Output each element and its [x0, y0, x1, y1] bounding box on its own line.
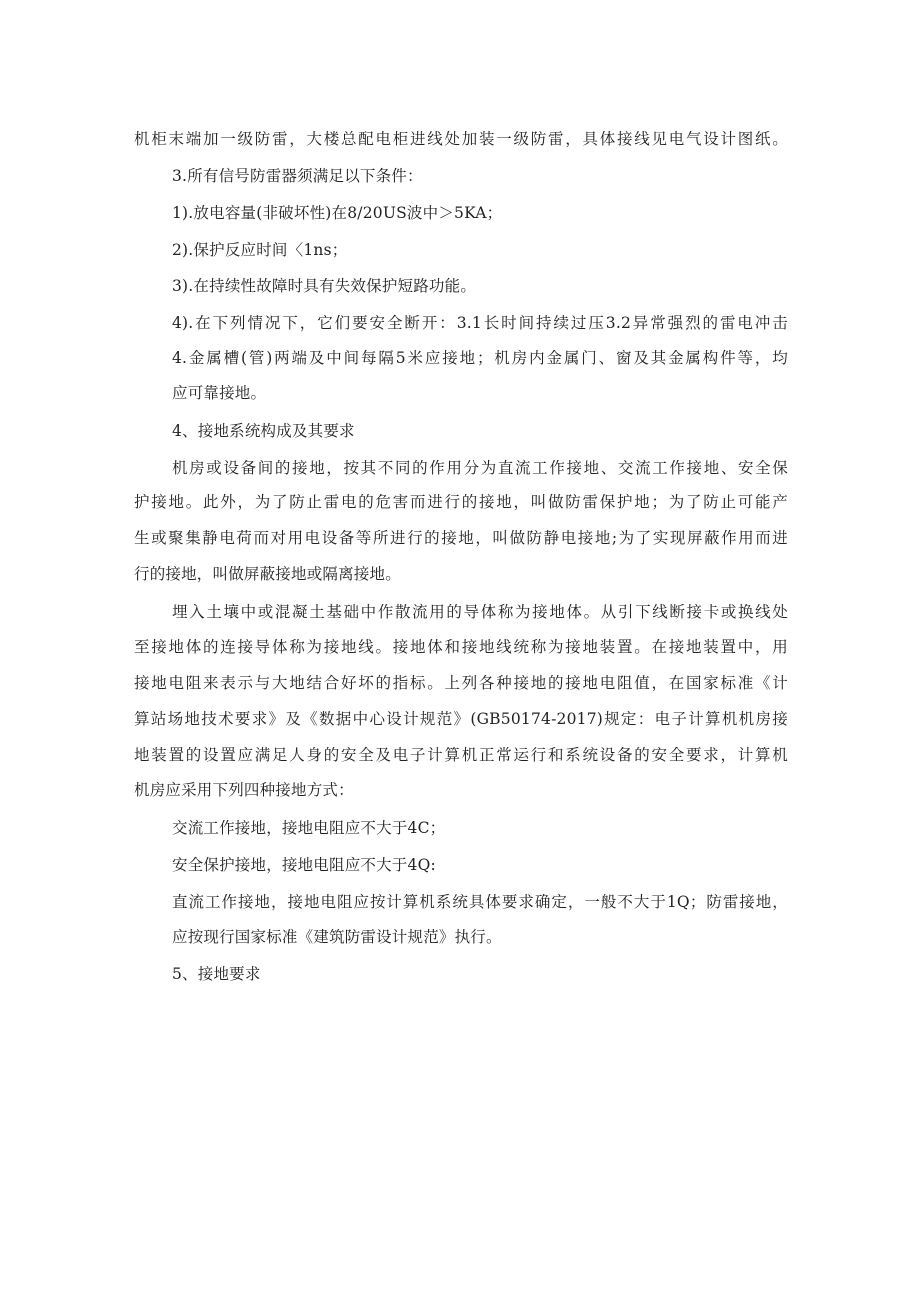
list-item: 3).在持续性故障时具有失效保护短路功能。 [172, 277, 477, 295]
list-heading: 3.所有信号防雷器须满足以下条件： [172, 167, 423, 185]
paragraph-line: 算站场地技术要求》及《数据中心设计规范》(GB50174-2017)规定：电子计算机机房接 [134, 710, 788, 728]
paragraph-line: 机房应采用下列四种接地方式： [134, 781, 354, 799]
paragraph-line: 生或聚集静电荷而对用电设备等所进行的接地，叫做防静电接地;为了实现屏蔽作用而进 [134, 529, 788, 547]
grounding-item: 交流工作接地，接地电阻应不大于4C； [172, 819, 446, 837]
paragraph-line: 护接地。此外，为了防止雷电的危害而进行的接地，叫做防雷保护地；为了防止可能产 [134, 493, 788, 511]
paragraph-line: 至接地体的连接导体称为接地线。接地体和接地线统称为接地装置。在接地装置中，用 [134, 638, 788, 656]
list-item: 2).保护反应时间〈1ns； [172, 241, 348, 259]
paragraph-line: 机房或设备间的接地，按其不同的作用分为直流工作接地、交流工作接地、安全保 [172, 459, 788, 477]
section-heading: 5、接地要求 [172, 965, 261, 983]
list-item: 1).放电容量(非破坏性)在8/20US波中＞5KA； [172, 204, 503, 222]
list-item: 4).在下列情况下，它们要安全断开：3.1长时间持续过压3.2异常强烈的雷电冲击 [172, 314, 788, 332]
paragraph-line: 应可靠接地。 [172, 384, 267, 402]
paragraph-line: 接地电阻来表示与大地结合好坏的指标。上列各种接地的接地电阻值，在国家标准《计 [134, 674, 788, 692]
paragraph-line: 机柜末端加一级防雷，大楼总配电柜进线处加装一级防雷，具体接线见电气设计图纸。 [134, 130, 788, 148]
paragraph-line: 埋入土壤中或混凝土基础中作散流用的导体称为接地体。从引下线断接卡或换线处 [172, 603, 788, 621]
grounding-item: 直流工作接地，接地电阻应按计算机系统具体要求确定，一般不大于1Q；防雷接地， [172, 893, 788, 911]
paragraph-line: 行的接地，叫做屏蔽接地或隔离接地。 [134, 565, 401, 583]
section-heading: 4、接地系统构成及其要求 [172, 422, 355, 440]
paragraph-line: 地装置的设置应满足人身的安全及电子计算机正常运行和系统设备的安全要求，计算机 [134, 746, 788, 764]
grounding-item: 安全保护接地，接地电阻应不大于4Q: [172, 856, 436, 874]
list-heading: 4.金属槽(管)两端及中间每隔5米应接地；机房内金属门、窗及其金属构件等，均 [172, 349, 788, 367]
grounding-item: 应按现行国家标准《建筑防雷设计规范》执行。 [172, 928, 502, 946]
